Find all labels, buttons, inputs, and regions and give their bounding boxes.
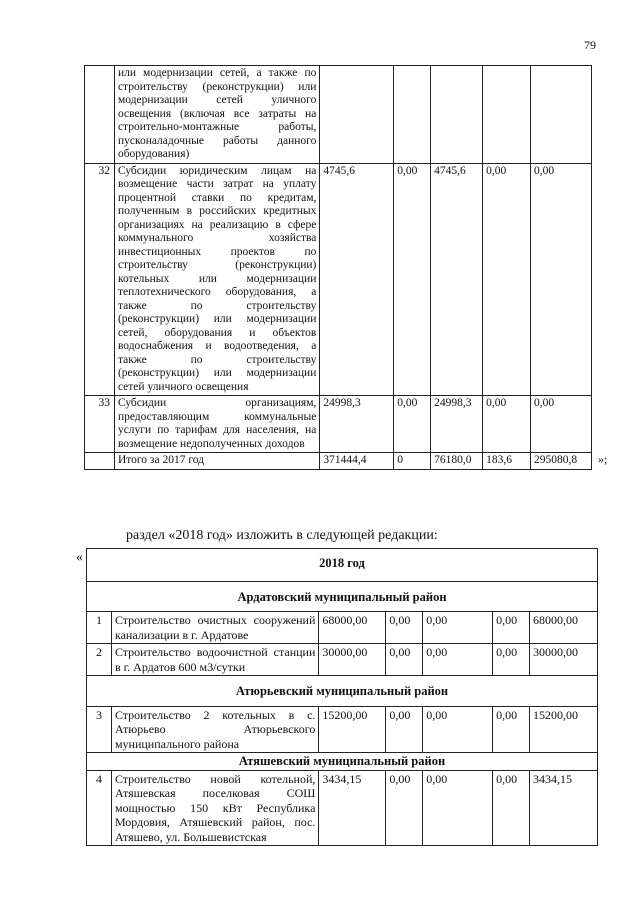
district-name: Атяшевский муниципальный район [87,753,598,771]
row-number: 32 [85,163,115,396]
amount-cell [531,66,592,164]
row-number: 4 [87,770,112,846]
year-header-row [87,549,598,582]
amount-cell: 0,00 [531,396,592,453]
amount-cell: 0,00 [493,612,530,644]
amount-cell: 0,00 [531,163,592,396]
amount-cell: 0,00 [493,706,530,753]
amount-cell: 0,00 [386,706,423,753]
amount-cell: 24998,3 [320,396,394,453]
amount-cell: 0,00 [483,163,531,396]
year-header: 2018 год [87,549,598,582]
row-number: 3 [87,706,112,753]
amount-cell: 0,00 [394,396,431,453]
section-instruction: раздел «2018 год» изложить в следующей редакции: [126,528,438,543]
row-description: Строительство водоочистной станции в г. Ардатов 600 м3/сутки [111,644,318,676]
total-blank [85,453,115,470]
table-2017-body [85,66,592,470]
amount-cell: 0,00 [386,770,423,846]
amount-cell: 68000,00 [530,612,598,644]
amount-cell: 68000,00 [319,612,386,644]
amount-cell: 0,00 [493,644,530,676]
district-name: Атюрьевский муниципальный район [87,676,598,707]
district-name: Ардатовский муниципальный район [87,581,598,612]
amount-cell: 4745,6 [320,163,394,396]
amount-cell: 0,00 [423,644,493,676]
amount-cell: 0,00 [423,706,493,753]
amount-cell: 3434,15 [319,770,386,846]
amount-cell: 0,00 [394,163,431,396]
amount-cell: 30000,00 [530,644,598,676]
table-row [87,612,598,644]
table-2018-body [87,549,598,846]
row-description: Строительство 2 котельных в с. Атюрьево Атюрьевского муниципального района [111,706,318,753]
row-description: или модернизации сетей, а также по строительству (реконструкции) или модернизации сетей уличного освещения (включая все затраты на строительно-монтажные работы, пусконаладочные работы данного оборудования) [114,66,319,164]
page-number: 79 [584,38,596,52]
amount-cell: 15200,00 [530,706,598,753]
table-row [87,770,598,846]
total-amount: 183,6 [483,453,531,470]
amount-cell [483,66,531,164]
total-amount: 76180,0 [431,453,483,470]
amount-cell: 0,00 [386,612,423,644]
amount-cell [320,66,394,164]
amount-cell: 15200,00 [319,706,386,753]
table-2018 [86,548,598,846]
amount-cell: 24998,3 [431,396,483,453]
district-header-row [87,581,598,612]
opening-quote: « [76,550,83,565]
row-description: Субсидии юридическим лицам на возмещение части затрат на уплату процентной ставки по кредитам, полученным в российских кредитных организациях на реализацию в сфере коммунального хозяйства инвестиционных проектов по строительству (реконструкции) котельных или модернизации теплотехнического оборудования, а также по строительству (реконструкции) или модернизации сетей, оборудования и объектов водоснабжения и водоотведения, а также по строительству (реконструкции) или модернизации сетей уличного освещения [114,163,319,396]
row-description: Субсидии организациям, предоставляющим коммунальные услуги по тарифам для населения, на возмещение недополученных доходов [114,396,319,453]
row-number: 33 [85,396,115,453]
total-amount: 295080,8 [531,453,592,470]
table-row [87,706,598,753]
amount-cell: 30000,00 [319,644,386,676]
row-number: 1 [87,612,112,644]
closing-quote: »; [598,452,608,466]
table-row [85,66,592,164]
total-row [85,453,592,470]
row-number [85,66,115,164]
amount-cell [431,66,483,164]
amount-cell: 4745,6 [431,163,483,396]
amount-cell: 3434,15 [530,770,598,846]
amount-cell: 0,00 [423,770,493,846]
row-number: 2 [87,644,112,676]
amount-cell: 0,00 [386,644,423,676]
district-header-row [87,676,598,707]
total-amount: 371444,4 [320,453,394,470]
total-amount: 0 [394,453,431,470]
total-label: Итого за 2017 год [114,453,319,470]
table-row [87,644,598,676]
district-header-row [87,753,598,771]
amount-cell [394,66,431,164]
row-description: Строительство очистных сооружений канализации в г. Ардатове [111,612,318,644]
amount-cell: 0,00 [483,396,531,453]
row-description: Строительство новой котельной, Атяшевская поселковая СОШ мощностью 150 кВт Республика Мордовия, Атяшевский район, пос. Атяшево, ул. Большевистская [111,770,318,846]
table-row [85,163,592,396]
amount-cell: 0,00 [423,612,493,644]
table-row [85,396,592,453]
amount-cell: 0,00 [493,770,530,846]
table-2017 [84,65,592,470]
